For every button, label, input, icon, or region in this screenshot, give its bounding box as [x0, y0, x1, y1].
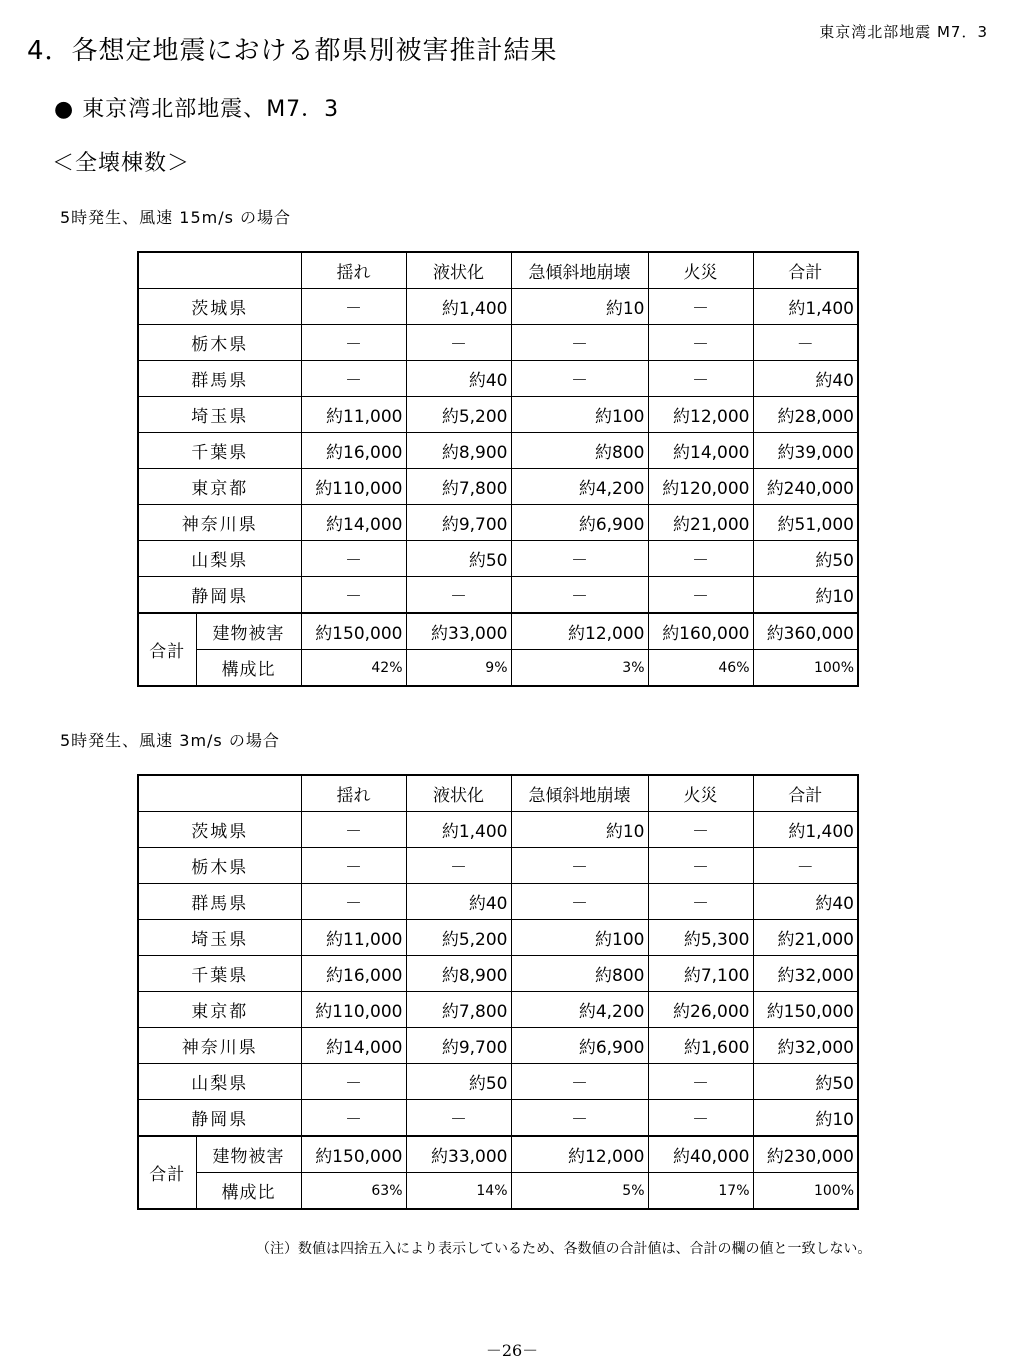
total-value-cell: 約230,000	[753, 1136, 858, 1173]
value-cell: 約11,000	[301, 920, 406, 956]
damage-table-wind-3	[137, 774, 859, 1210]
table-row	[138, 1064, 858, 1100]
value-cell: 約8,900	[406, 433, 511, 469]
table-header-row	[138, 252, 858, 289]
value-cell: 約1,600	[648, 1028, 753, 1064]
value-cell: 約50	[406, 1064, 511, 1100]
value-cell: 約21,000	[753, 920, 858, 956]
prefecture-cell: 千葉県	[138, 956, 301, 992]
total-value-cell: 約150,000	[301, 613, 406, 650]
value-cell: 約1,400	[406, 289, 511, 325]
footnote: （注）数値は四捨五入により表示しているため、各数値の合計値は、合計の欄の値と一致しない。	[256, 1241, 872, 1257]
column-header: 合計	[753, 252, 858, 289]
value-cell: 約14,000	[301, 1028, 406, 1064]
column-header: 揺れ	[301, 252, 406, 289]
table-row	[138, 541, 858, 577]
value-cell: －	[511, 325, 648, 361]
table-row	[138, 848, 858, 884]
table-row	[138, 361, 858, 397]
value-cell: －	[753, 848, 858, 884]
value-cell: 約32,000	[753, 1028, 858, 1064]
value-cell: －	[648, 1064, 753, 1100]
table-row	[138, 956, 858, 992]
ratio-value-cell: 17%	[648, 1173, 753, 1210]
total-damage-label: 建物被害	[196, 1136, 301, 1173]
value-cell: －	[648, 325, 753, 361]
value-cell: －	[301, 361, 406, 397]
prefecture-cell: 山梨県	[138, 541, 301, 577]
value-cell: －	[511, 361, 648, 397]
value-cell: 約21,000	[648, 505, 753, 541]
total-damage-row	[138, 613, 858, 650]
total-value-cell: 約12,000	[511, 1136, 648, 1173]
value-cell: 約40	[406, 361, 511, 397]
table-row	[138, 1028, 858, 1064]
value-cell: －	[648, 577, 753, 614]
prefecture-cell: 埼玉県	[138, 397, 301, 433]
value-cell: 約32,000	[753, 956, 858, 992]
value-cell: 約110,000	[301, 992, 406, 1028]
value-cell: －	[511, 848, 648, 884]
value-cell: －	[648, 541, 753, 577]
ratio-value-cell: 63%	[301, 1173, 406, 1210]
value-cell: －	[648, 361, 753, 397]
column-header: 液状化	[406, 775, 511, 812]
ratio-value-cell: 14%	[406, 1173, 511, 1210]
value-cell: 約50	[753, 541, 858, 577]
value-cell: －	[301, 325, 406, 361]
total-damage-row	[138, 1136, 858, 1173]
value-cell: －	[301, 577, 406, 614]
value-cell: －	[406, 325, 511, 361]
ratio-value-cell: 42%	[301, 650, 406, 687]
case-label-wind-3: 5時発生、風速 3m/s の場合	[60, 731, 280, 750]
ratio-value-cell: 5%	[511, 1173, 648, 1210]
prefecture-cell: 埼玉県	[138, 920, 301, 956]
case-label-wind-15: 5時発生、風速 15m/s の場合	[60, 208, 292, 227]
table-row	[138, 469, 858, 505]
table-row	[138, 1100, 858, 1137]
table-row	[138, 505, 858, 541]
value-cell: －	[301, 884, 406, 920]
total-value-cell: 約12,000	[511, 613, 648, 650]
value-cell: 約10	[511, 289, 648, 325]
value-cell: －	[511, 577, 648, 614]
ratio-value-cell: 9%	[406, 650, 511, 687]
value-cell: 約100	[511, 920, 648, 956]
value-cell: 約6,900	[511, 505, 648, 541]
value-cell: 約11,000	[301, 397, 406, 433]
value-cell: 約6,900	[511, 1028, 648, 1064]
value-cell: －	[301, 848, 406, 884]
ratio-label: 構成比	[196, 650, 301, 687]
table-row	[138, 812, 858, 848]
value-cell: 約10	[753, 1100, 858, 1137]
table-row	[138, 289, 858, 325]
value-cell: －	[406, 848, 511, 884]
value-cell: 約51,000	[753, 505, 858, 541]
value-cell: 約40	[753, 361, 858, 397]
table-header-row	[138, 775, 858, 812]
value-cell: 約1,400	[753, 289, 858, 325]
table-row	[138, 920, 858, 956]
value-cell: 約12,000	[648, 397, 753, 433]
ratio-label: 構成比	[196, 1173, 301, 1210]
value-cell: 約50	[753, 1064, 858, 1100]
value-cell: 約8,900	[406, 956, 511, 992]
value-cell: 約4,200	[511, 469, 648, 505]
value-cell: 約10	[511, 812, 648, 848]
table-row	[138, 992, 858, 1028]
value-cell: －	[406, 1100, 511, 1137]
prefecture-cell: 茨城県	[138, 289, 301, 325]
column-header: 火災	[648, 252, 753, 289]
column-header: 液状化	[406, 252, 511, 289]
value-cell: －	[301, 1100, 406, 1137]
total-value-cell: 約33,000	[406, 1136, 511, 1173]
value-cell: 約110,000	[301, 469, 406, 505]
table-row	[138, 397, 858, 433]
value-cell: 約7,800	[406, 992, 511, 1028]
value-cell: 約5,200	[406, 920, 511, 956]
value-cell: 約5,200	[406, 397, 511, 433]
value-cell: 約10	[753, 577, 858, 614]
value-cell: 約50	[406, 541, 511, 577]
value-cell: －	[648, 289, 753, 325]
prefecture-cell: 東京都	[138, 992, 301, 1028]
ratio-value-cell: 100%	[753, 650, 858, 687]
value-cell: 約4,200	[511, 992, 648, 1028]
total-value-cell: 約160,000	[648, 613, 753, 650]
prefecture-cell: 静岡県	[138, 577, 301, 614]
value-cell: －	[648, 1100, 753, 1137]
value-cell: 約1,400	[406, 812, 511, 848]
damage-table-wind-15	[137, 251, 859, 687]
prefecture-cell: 東京都	[138, 469, 301, 505]
value-cell: 約100	[511, 397, 648, 433]
page-number: －26－	[485, 1341, 539, 1360]
total-damage-label: 建物被害	[196, 613, 301, 650]
value-cell: 約120,000	[648, 469, 753, 505]
value-cell: 約1,400	[753, 812, 858, 848]
value-cell: 約39,000	[753, 433, 858, 469]
value-cell: 約16,000	[301, 433, 406, 469]
value-cell: －	[511, 1064, 648, 1100]
value-cell: －	[648, 812, 753, 848]
total-value-cell: 約40,000	[648, 1136, 753, 1173]
value-cell: －	[301, 289, 406, 325]
value-cell: 約240,000	[753, 469, 858, 505]
prefecture-cell: 神奈川県	[138, 505, 301, 541]
table-row	[138, 577, 858, 614]
value-cell: 約28,000	[753, 397, 858, 433]
page-title: 4．各想定地震における都県別被害推計結果	[27, 36, 558, 66]
column-header: 火災	[648, 775, 753, 812]
value-cell: 約800	[511, 956, 648, 992]
prefecture-cell: 栃木県	[138, 325, 301, 361]
total-value-cell: 約360,000	[753, 613, 858, 650]
prefecture-cell: 群馬県	[138, 884, 301, 920]
prefecture-cell: 千葉県	[138, 433, 301, 469]
column-header: 揺れ	[301, 775, 406, 812]
total-value-cell: 約33,000	[406, 613, 511, 650]
prefecture-cell: 山梨県	[138, 1064, 301, 1100]
header-corner-cell	[138, 252, 301, 289]
section-heading: ＜全壊棟数＞	[52, 151, 191, 176]
value-cell: 約150,000	[753, 992, 858, 1028]
prefecture-cell: 神奈川県	[138, 1028, 301, 1064]
value-cell: －	[406, 577, 511, 614]
value-cell: －	[648, 884, 753, 920]
ratio-row	[138, 650, 858, 687]
value-cell: 約9,700	[406, 505, 511, 541]
value-cell: 約14,000	[301, 505, 406, 541]
value-cell: －	[301, 1064, 406, 1100]
column-header: 急傾斜地崩壊	[511, 252, 648, 289]
ratio-value-cell: 46%	[648, 650, 753, 687]
value-cell: 約5,300	[648, 920, 753, 956]
value-cell: －	[511, 1100, 648, 1137]
value-cell: －	[511, 884, 648, 920]
table-row	[138, 884, 858, 920]
value-cell: －	[301, 541, 406, 577]
value-cell: 約9,700	[406, 1028, 511, 1064]
column-header: 合計	[753, 775, 858, 812]
total-label: 合計	[138, 1136, 196, 1209]
table-row	[138, 325, 858, 361]
ratio-value-cell: 100%	[753, 1173, 858, 1210]
header-corner-cell	[138, 775, 301, 812]
prefecture-cell: 群馬県	[138, 361, 301, 397]
header-corner-label: 東京湾北部地震 M7．3	[819, 23, 988, 41]
ratio-value-cell: 3%	[511, 650, 648, 687]
total-label: 合計	[138, 613, 196, 686]
value-cell: 約26,000	[648, 992, 753, 1028]
value-cell: 約7,800	[406, 469, 511, 505]
total-value-cell: 約150,000	[301, 1136, 406, 1173]
table-row	[138, 433, 858, 469]
earthquake-subtitle: ● 東京湾北部地震、M7．3	[54, 97, 340, 122]
value-cell: －	[511, 541, 648, 577]
value-cell: －	[648, 848, 753, 884]
value-cell: 約40	[406, 884, 511, 920]
ratio-row	[138, 1173, 858, 1210]
value-cell: 約16,000	[301, 956, 406, 992]
value-cell: －	[301, 812, 406, 848]
column-header: 急傾斜地崩壊	[511, 775, 648, 812]
value-cell: 約14,000	[648, 433, 753, 469]
value-cell: 約40	[753, 884, 858, 920]
value-cell: 約7,100	[648, 956, 753, 992]
value-cell: 約800	[511, 433, 648, 469]
value-cell: －	[753, 325, 858, 361]
prefecture-cell: 栃木県	[138, 848, 301, 884]
prefecture-cell: 静岡県	[138, 1100, 301, 1137]
prefecture-cell: 茨城県	[138, 812, 301, 848]
